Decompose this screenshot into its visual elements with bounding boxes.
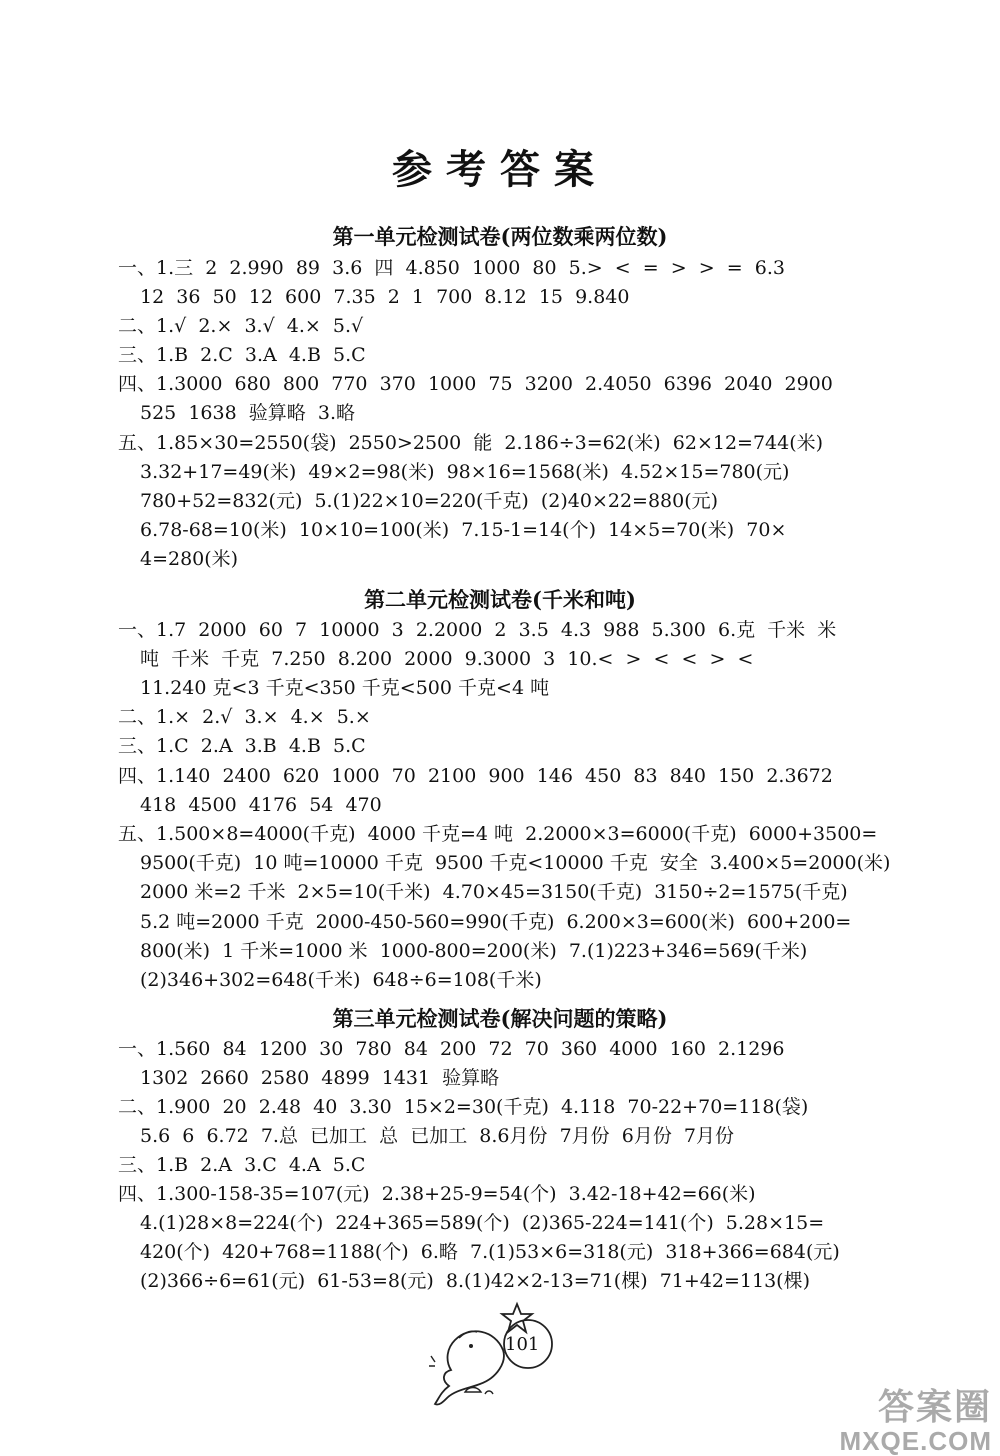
s3-line-9: (2)366÷6=61(元) 61-53=8(元) 8.(1)42×2-13=71(棵) 71+42=113(棵): [140, 1270, 810, 1292]
s2-line-13: (2)346+302=648(千米) 648÷6=108(千米): [140, 969, 542, 991]
s2-line-8: 五、1.500×8=4000(千克) 4000 千克=4 吨 2.2000×3=6000(千克) 6000+3500=: [118, 823, 878, 845]
s3-line-4: 5.6 6 6.72 7.总 已加工 总 已加工 8.6月份 7月份 6月份 7月份: [140, 1125, 735, 1147]
s1-line-6: 525 1638 验算略 3.略: [140, 402, 355, 424]
s2-line-1: 一、1.7 2000 60 7 10000 3 2.2000 2 3.5 4.3 988 5.300 6.克 千米 米: [118, 619, 837, 641]
s3-line-6: 四、1.300-158-35=107(元) 2.38+25-9=54(个) 3.42-18+42=66(米): [118, 1183, 756, 1205]
s1-line-2: 12 36 50 12 600 7.35 2 1 700 8.12 15 9.840: [140, 286, 630, 308]
s1-line-8: 3.32+17=49(米) 49×2=98(米) 98×16=1568(米) 4.52×15=780(元): [140, 461, 790, 483]
watermark: [840, 1387, 992, 1455]
s1-line-7: 五、1.85×30=2550(袋) 2550>2500 能 2.186÷3=62(米) 62×12=744(米): [118, 432, 824, 454]
watermark-top: 答案圈: [877, 1386, 992, 1427]
s2-line-11: 5.2 吨=2000 千克 2000-450-560=990(千克) 6.200×3=600(米) 600+200=: [140, 911, 852, 933]
s3-line-2: 1302 2660 2580 4899 1431 验算略: [140, 1067, 500, 1089]
s2-line-6: 四、1.140 2400 620 1000 70 2100 900 146 450 83 840 150 2.3672: [118, 765, 833, 787]
s2-line-2: 吨 千米 千克 7.250 8.200 2000 9.3000 3 10.< > < < > <: [140, 648, 754, 670]
s2-line-9: 9500(千克) 10 吨=10000 千克 9500 千克<10000 千克 安全 3.400×5=2000(米): [140, 852, 891, 874]
s2-line-5: 三、1.C 2.A 3.B 4.B 5.C: [118, 735, 366, 757]
s1-line-3: 二、1.√ 2.× 3.√ 4.× 5.√: [118, 315, 364, 337]
s3-line-7: 4.(1)28×8=224(个) 224+365=589(个) (2)365-224=141(个) 5.28×15=: [140, 1212, 825, 1234]
s2-line-12: 800(米) 1 千米=1000 米 1000-800=200(米) 7.(1)223+346=569(千米): [140, 940, 808, 962]
s1-line-10: 6.78-68=10(米) 10×10=100(米) 7.15-1=14(个) 14×5=70(米) 70×: [140, 519, 787, 541]
s2-line-4: 二、1.× 2.√ 3.× 4.× 5.×: [118, 706, 371, 728]
s1-line-9: 780+52=832(元) 5.(1)22×10=220(千克) (2)40×22=880(元): [140, 490, 719, 512]
s2-line-10: 2000 米=2 千米 2×5=10(千米) 4.70×45=3150(千克) 3150÷2=1575(千克): [140, 881, 848, 903]
s1-line-4: 三、1.B 2.C 3.A 4.B 5.C: [118, 344, 366, 366]
s3-line-3: 二、1.900 20 2.48 40 3.30 15×2=30(千克) 4.118 70-22+70=118(袋): [118, 1096, 809, 1118]
page-number: 101: [505, 1334, 540, 1355]
s2-line-7: 418 4500 4176 54 470: [140, 794, 382, 816]
s1-line-1: 一、1.三 2 2.990 89 3.6 四 4.850 1000 80 5.> < = > > = 6.3: [118, 257, 785, 279]
page-title: 参考答案: [392, 146, 608, 193]
section-1-title: 第一单元检测试卷(两位数乘两位数): [332, 224, 668, 249]
s1-line-5: 四、1.3000 680 800 770 370 1000 75 3200 2.4050 6396 2040 2900: [118, 373, 833, 395]
s3-line-1: 一、1.560 84 1200 30 780 84 200 72 70 360 4000 160 2.1296: [118, 1038, 785, 1060]
section-2-title: 第二单元检测试卷(千米和吨): [364, 587, 636, 612]
s3-line-5: 三、1.B 2.A 3.C 4.A 5.C: [118, 1154, 366, 1176]
s3-line-8: 420(个) 420+768=1188(个) 6.略 7.(1)53×6=318(元) 318+366=684(元): [140, 1241, 840, 1263]
section-3-title: 第三单元检测试卷(解决问题的策略): [332, 1006, 668, 1031]
s2-line-3: 11.240 克<3 千克<350 千克<500 千克<4 吨: [140, 677, 550, 699]
s1-line-11: 4=280(米): [140, 548, 239, 570]
watermark-bottom: MXQE.COM: [839, 1426, 992, 1456]
dolphin-mascot-icon: [425, 1300, 575, 1420]
